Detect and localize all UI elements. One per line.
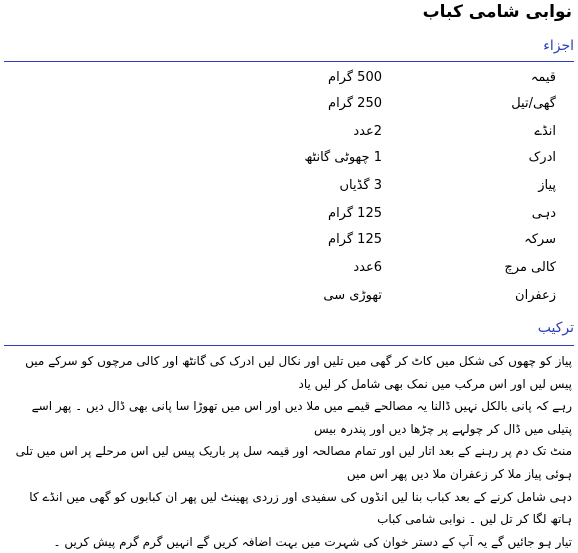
ingredient-row — [0, 174, 578, 200]
ingredient-name: سرکہ — [524, 232, 556, 247]
ingredient-row — [0, 66, 578, 92]
method-line: تیار ہو جائیں گے یہ آپ کے دستر خوان کی شہرت میں بہت اضافہ کریں گے انہیں گرم گرم پیش کریں ۔ — [53, 534, 572, 549]
method-heading: ترکیب — [537, 320, 574, 336]
ingredient-name: دہی — [531, 206, 556, 221]
ingredient-row — [0, 284, 578, 310]
method-divider — [4, 345, 574, 346]
method-line: منٹ تک دم پر رہنے کے بعد اتار لیں اور تمام مصالحہ اور قیمہ سل پر باریک پیس لیں اس مرحلے پر اس میں تلی ہوئی پیاز ملا کر زعفران ملا دیں پھر اس میں — [15, 444, 572, 481]
ingredient-row — [0, 228, 578, 254]
ingredient-name: قیمہ — [530, 70, 556, 85]
ingredient-quantity: 125 گرام — [328, 232, 382, 247]
ingredient-name: کالی مرچ — [504, 260, 556, 275]
ingredients-list — [0, 66, 578, 316]
ingredients-heading: اجزاء — [543, 38, 574, 54]
ingredient-name: گھی/تیل — [511, 96, 556, 111]
ingredient-quantity: 6عدد — [353, 260, 382, 275]
ingredients-divider — [4, 61, 574, 62]
ingredient-row — [0, 202, 578, 228]
ingredient-quantity: 2عدد — [353, 124, 382, 139]
ingredient-row — [0, 92, 578, 118]
ingredient-row — [0, 146, 578, 172]
ingredient-quantity: 3 گڈیاں — [339, 178, 382, 193]
ingredient-quantity: 1 چھوٹی گانٹھ — [304, 150, 382, 165]
ingredient-quantity: 500 گرام — [328, 70, 382, 85]
ingredient-quantity: 250 گرام — [328, 96, 382, 111]
ingredient-name: ادرک — [528, 150, 556, 165]
ingredient-name: زعفران — [515, 288, 556, 303]
method-line: دہی شامل کرنے کے بعد کباب بنا لیں انڈوں کی سفیدی اور زردی پھینٹ لیں پھر ان کبابوں کو گھی میں انڈے کا ہاتھ لگا کر تل لیں ۔ نوابی شامی کباب — [29, 489, 572, 527]
ingredient-row — [0, 120, 578, 146]
ingredient-name: انڈے — [534, 124, 556, 139]
method-line: رہے کہ پانی بالکل نہیں ڈالنا یہ مصالحے قیمے میں ملا دیں اور اس میں تھوڑا سا پانی بھی ڈال دیں ۔ پھر اسے پتیلی میں ڈال کر چولہے پر چڑھا دیں اور پندرہ بیس — [31, 399, 572, 436]
method-text — [10, 350, 572, 553]
ingredient-row — [0, 256, 578, 282]
ingredient-quantity: 125 گرام — [328, 206, 382, 221]
method-line: پیاز کو چھوں کی شکل میں کاٹ کر گھی میں تلیں اور نکال لیں ادرک کی گانٹھ اور کالی مرچوں کو سرکے میں پیس لیں اور اس مرکب میں نمک بھی شامل کر لیں یاد — [25, 354, 572, 391]
recipe-title: نوابی شامی کباب — [422, 2, 572, 22]
ingredient-quantity: تھوڑی سی — [323, 288, 382, 303]
ingredient-name: پیاز — [538, 178, 556, 193]
